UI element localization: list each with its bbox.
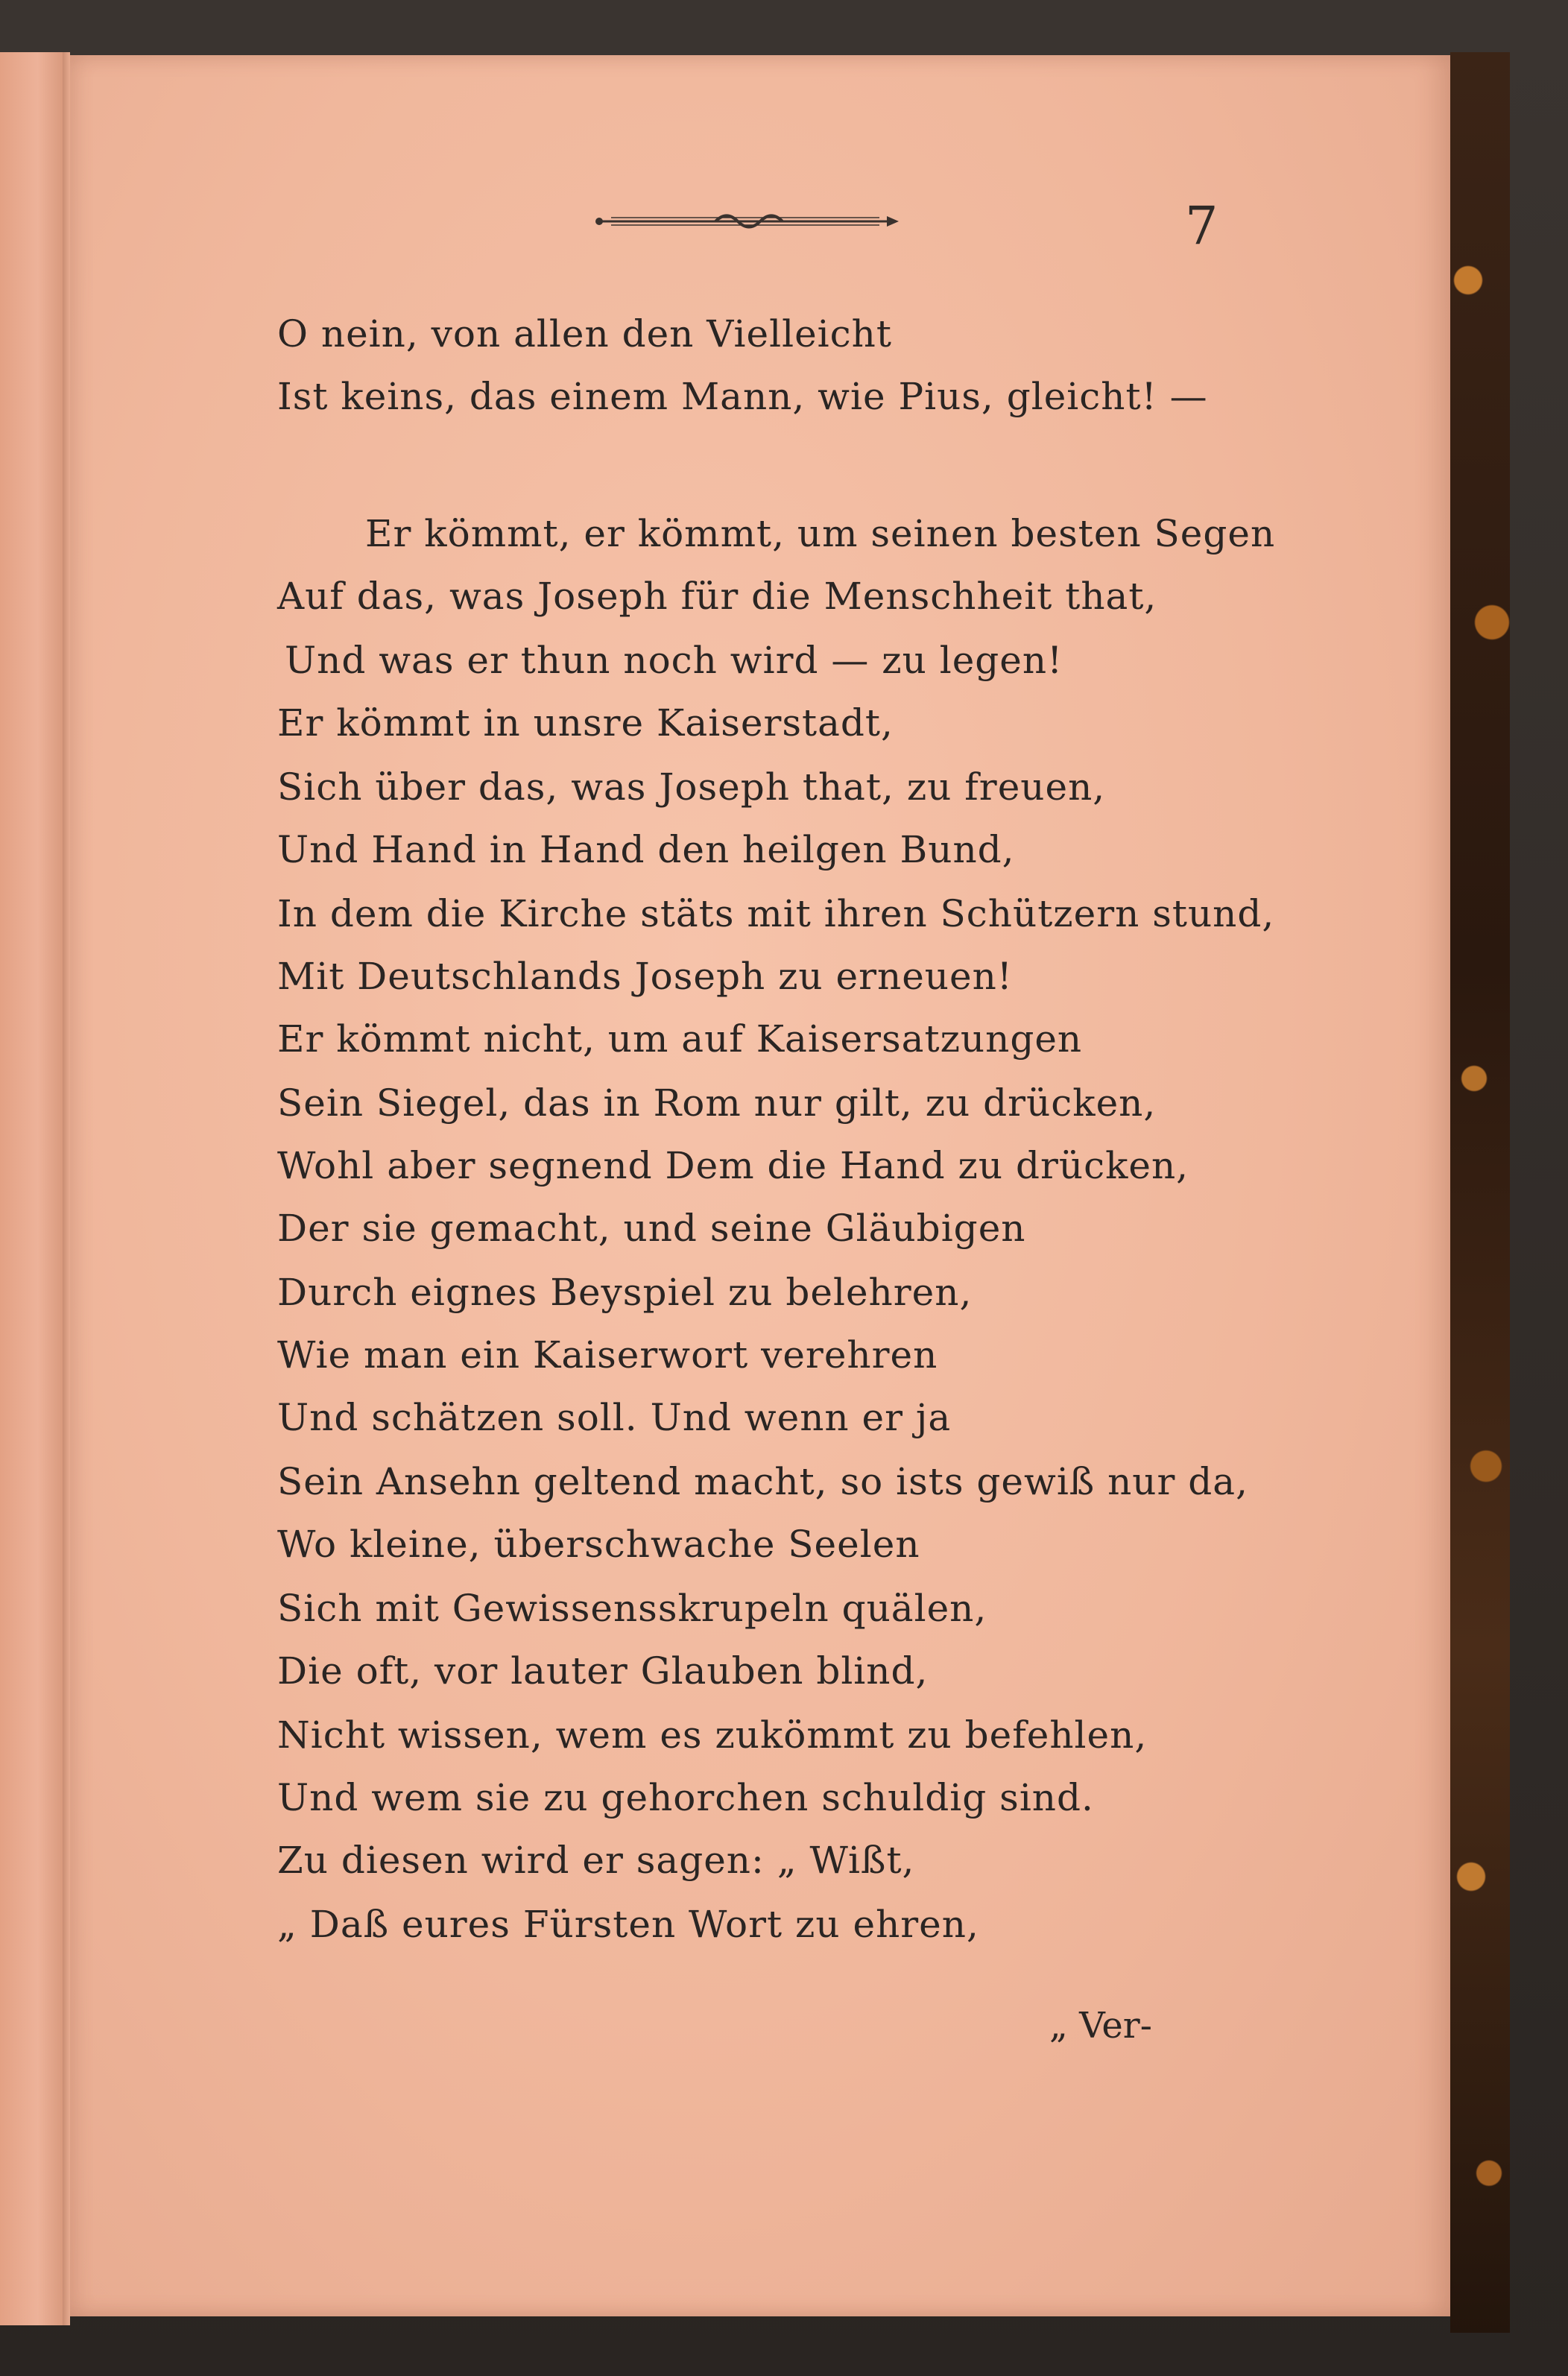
text-line: Auf das, was Joseph für die Menschheit that, [277,575,1157,618]
text-line: Und was er thun noch wird — zu legen! [285,639,1063,682]
text-line: Sein Ansehn geltend macht, so ists gewiß nur da, [277,1460,1249,1503]
facing-page-edge [0,52,65,2325]
text-line: Zu diesen wird er sagen: „ Wißt, [277,1839,915,1882]
text-line: Er kömmt, er kömmt, um seinen besten Segen [365,512,1276,555]
catchword: „ Ver- [1049,2005,1152,2047]
text-line: Und Hand in Hand den heilgen Bund, [277,828,1015,871]
ornamental-rule-icon [589,210,902,233]
text-line: Wo kleine, überschwache Seelen [277,1523,920,1566]
text-line: Die oft, vor lauter Glauben blind, [277,1649,929,1693]
text-line: Der sie gemacht, und seine Gläubigen [277,1207,1026,1250]
book-gutter [63,52,70,2325]
text-line: Ist keins, das einem Mann, wie Pius, gleicht! — [277,375,1208,418]
text-line: Er kömmt nicht, um auf Kaisersatzungen [277,1017,1083,1061]
page-number: 7 [1185,195,1218,256]
text-line: Und wem sie zu gehorchen schuldig sind. [277,1776,1094,1819]
text-line: Und schätzen soll. Und wenn er ja [277,1396,952,1439]
text-line: „ Daß eures Fürsten Wort zu ehren, [277,1903,979,1946]
text-line: Sich mit Gewissensskrupeln quälen, [277,1587,987,1630]
text-line: Nicht wissen, wem es zukömmt zu befehlen, [277,1713,1148,1757]
text-line: Wie man ein Kaiserwort verehren [277,1333,938,1377]
text-line: Sein Siegel, das in Rom nur gilt, zu drücken, [277,1081,1157,1125]
text-line: Wohl aber segnend Dem die Hand zu drücken, [277,1144,1189,1187]
text-line: Sich über das, was Joseph that, zu freuen, [277,765,1106,809]
text-line: Durch eignes Beyspiel zu belehren, [277,1271,973,1314]
text-line: Mit Deutschlands Joseph zu erneuen! [277,955,1013,998]
text-line: In dem die Kirche stäts mit ihren Schützern stund, [277,892,1275,935]
text-line: Er kömmt in unsre Kaiserstadt, [277,701,894,745]
marbled-page-edge [1450,52,1510,2333]
text-line: O nein, von allen den Vielleicht [277,312,892,356]
